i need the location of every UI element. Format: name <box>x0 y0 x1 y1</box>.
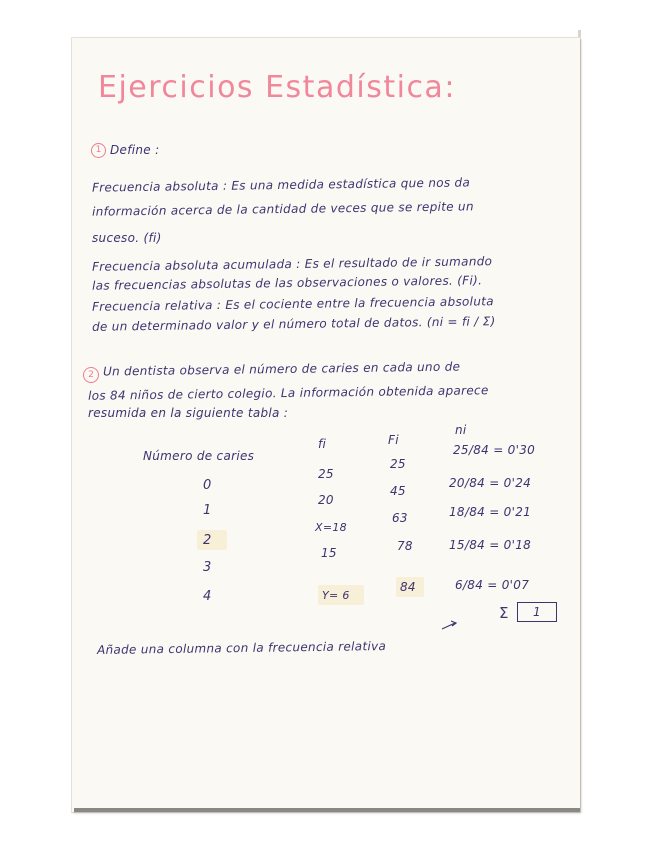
fi-cell: 25 <box>318 467 334 481</box>
highlight-caries-2 <box>197 530 227 550</box>
freq-relativa-line-1: Frecuencia relativa : Es el cociente entre la frecuencia absoluta <box>91 294 494 314</box>
header-fi: fi <box>318 437 327 451</box>
freq-acumulada-line-2: las frecuencias absolutas de las observaciones o valores. (Fi). <box>91 273 483 293</box>
sum-box <box>517 602 557 622</box>
cumulative-cell: 63 <box>392 511 408 525</box>
freq-relativa-line-2: de un determinado valor y el número total de datos. (ni = fi / Σ) <box>91 314 496 334</box>
caries-cell: 4 <box>203 589 212 604</box>
cumulative-cell: 78 <box>397 539 413 553</box>
section-2-number-circle <box>83 367 99 383</box>
fi-cell: 15 <box>321 546 337 560</box>
relative-freq-cell: 6/84 = 0'07 <box>455 578 530 592</box>
paper-bottom-edge <box>74 808 580 812</box>
relative-freq-cell: 20/84 = 0'24 <box>449 476 532 490</box>
statement-line-2: los 84 niños de cierto colegio. La información obtenida aparece <box>87 383 489 403</box>
caries-cell: 2 <box>203 533 212 548</box>
fi-cell-x: X=18 <box>315 521 347 534</box>
freq-absoluta-line-1: Frecuencia absoluta : Es una medida estadística que nos da <box>91 175 471 195</box>
instruction-text: Añade una columna con la frecuencia relativa <box>96 638 387 658</box>
statement-line-3: resumida en la siguiente tabla : <box>88 406 289 420</box>
caries-cell: 1 <box>203 503 212 518</box>
section-1-number: 1 <box>95 145 102 155</box>
cumulative-cell: 45 <box>390 484 406 498</box>
header-caries: Número de caries <box>143 449 255 463</box>
header-ni: ni <box>455 423 467 437</box>
section-1-number-circle <box>91 143 106 158</box>
fi-cell-y: Y= 6 <box>322 589 350 602</box>
cumulative-cell: 25 <box>390 457 406 471</box>
caries-cell: 3 <box>203 560 212 575</box>
statement-line-1: Un dentista observa el número de caries en cada uno de <box>102 359 461 379</box>
relative-freq-cell: 25/84 = 0'30 <box>453 443 536 457</box>
freq-absoluta-line-3: suceso. (fi) <box>92 231 162 245</box>
sum-symbol: Σ <box>499 604 509 622</box>
freq-absoluta-line-2: información acerca de la cantidad de veces que se repite un <box>91 199 474 219</box>
page-title: Ejercicios Estadística: <box>98 70 456 105</box>
sum-value: 1 <box>533 605 541 619</box>
cumulative-cell: 84 <box>400 580 416 594</box>
relative-freq-cell: 15/84 = 0'18 <box>449 538 532 552</box>
header-Fi-cumulative: Fi <box>388 433 399 447</box>
fi-cell: 20 <box>318 493 334 507</box>
section-1-heading: Define : <box>110 143 160 157</box>
section-2-number: 2 <box>88 370 94 380</box>
freq-acumulada-line-1: Frecuencia absoluta acumulada : Es el resultado de ir sumando <box>91 254 493 274</box>
relative-freq-cell: 18/84 = 0'21 <box>449 505 532 519</box>
arrow-doodle <box>440 618 460 632</box>
caries-cell: 0 <box>203 478 212 493</box>
